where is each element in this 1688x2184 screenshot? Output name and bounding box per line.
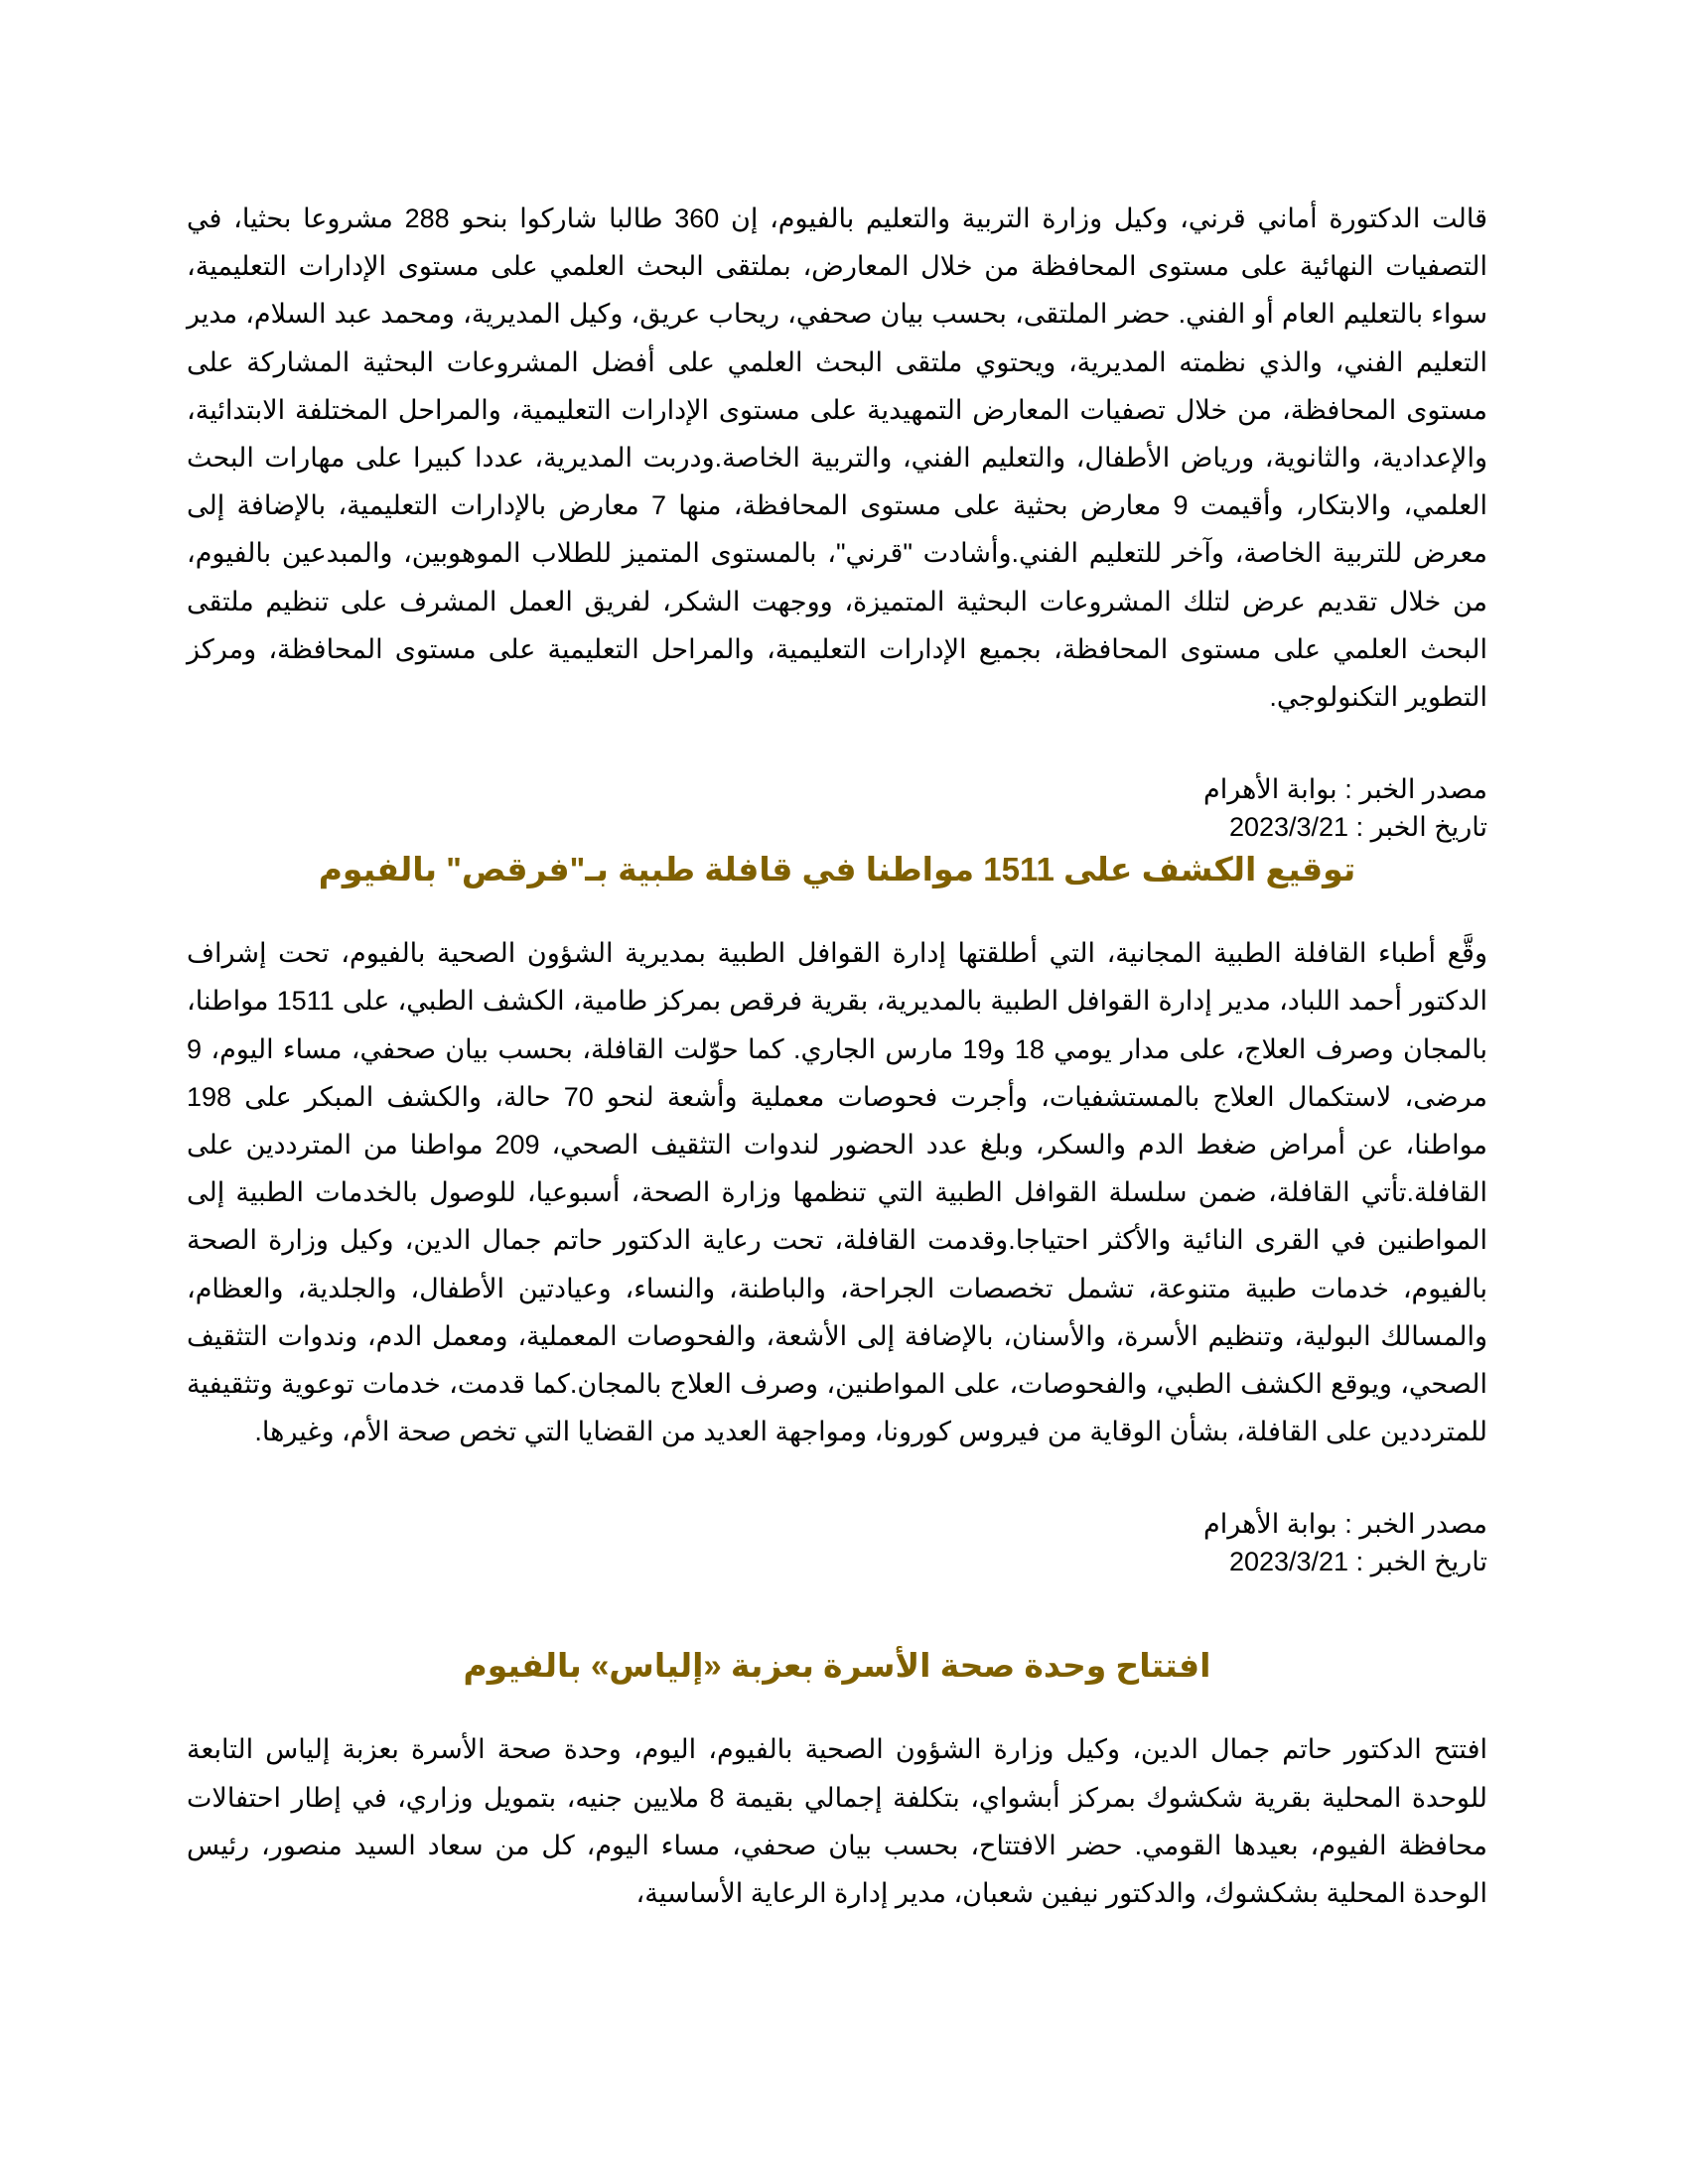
article-3: [187, 1642, 1487, 1917]
news-date-line: [187, 808, 1487, 846]
news-source-value: بوابة الأهرام: [1202, 1509, 1337, 1540]
article-headline: توقيع الكشف على 1511 مواطنا في قافلة طبية بـ"فرقص" بالفيوم: [318, 851, 1356, 888]
article-headline: افتتاح وحدة صحة الأسرة بعزبة «إلياس» بالفيوم: [463, 1647, 1211, 1685]
news-source-label: مصدر الخبر :: [1336, 1509, 1487, 1540]
news-source-line: [187, 770, 1487, 808]
news-date-line: [187, 1543, 1487, 1580]
news-source-label: مصدر الخبر :: [1336, 774, 1487, 805]
article-body: افتتح الدكتور حاتم جمال الدين، وكيل وزارة الشؤون الصحية بالفيوم، اليوم، وحدة صحة الأسرة بعزبة إلياس التابعة للوحدة المحلية بقرية شكشوك بمركز أبشواي، بتكلفة إجمالي بقيمة 8 ملايين جنيه، بتمويل وزاري، في إطار احتفالات محافظة الفيوم، بعيدها القومي. حضر الافتتاح، بحسب بيان صحفي، مساء اليوم، كل من سعاد السيد منصور، رئيس الوحدة المحلية بشكشوك، والدكتور نيفين شعبان، مدير إدارة الرعاية الأساسية،: [187, 1734, 1488, 1909]
article-body: وقَّع أطباء القافلة الطبية المجانية، التي أطلقتها إدارة القوافل الطبية بمديرية الشؤون الصحية بالفيوم، تحت إشراف الدكتور أحمد اللباد، مدير إدارة القوافل الطبية بالمديرية، بقرية فرقص بمركز طامية، الكشف الطبي، على 1511 مواطنا، بالمجان وصرف العلاج، على مدار يومي 18 و19 مارس الجاري. كما حوّلت القافلة، بحسب بيان صحفي، مساء اليوم، 9 مرضى، لاستكمال العلاج بالمستشفيات، وأجرت فحوصات معملية وأشعة لنحو 70 حالة، والكشف المبكر على 198 مواطنا، عن أمراض ضغط الدم والسكر، وبلغ عدد الحضور لندوات التثقيف الصحي، 209 مواطنا من المترددين على القافلة.تأتي القافلة، ضمن سلسلة القوافل الطبية التي تنظمها وزارة الصحة، أسبوعيا، للوصول بالخدمات الطبية إلى المواطنين في القرى النائية والأكثر احتياجا.وقدمت القافلة، تحت رعاية الدكتور حاتم جمال الدين، وكيل وزارة الصحة بالفيوم، خدمات طبية متنوعة، تشمل تخصصات الجراحة، والباطنة، والنساء، وعيادتين الأطفال، والجلدية، والعظام، والمسالك البولية، وتنظيم الأسرة، والأسنان، بالإضافة إلى الأشعة، والفحوصات المعملية، ومعمل الدم، وندوات التثقيف الصحي، ويوقع الكشف الطبي، والفحوصات، على المواطنين، وصرف العلاج بالمجان.كما قدمت، خدمات توعوية وتثقيفية للمترددين على القافلة، بشأن الوقاية من فيروس كورونا، ومواجهة العديد من القضايا التي تخص صحة الأم، وغيرها.: [187, 938, 1488, 1447]
news-date-label: تاريخ الخبر :: [1348, 1547, 1487, 1577]
news-date-label: تاريخ الخبر :: [1348, 812, 1487, 843]
article-body: قالت الدكتورة أماني قرني، وكيل وزارة التربية والتعليم بالفيوم، إن 360 طالبا شاركوا بنحو 288 مشروعا بحثيا، في التصفيات النهائية على مستوى المحافظة من خلال المعارض، بملتقى البحث العلمي على مستوى الإدارات التعليمية، سواء بالتعليم العام أو الفني. حضر الملتقى، بحسب بيان صحفي، ريحاب عريق، وكيل المديرية، ومحمد عبد السلام، مدير التعليم الفني، والذي نظمته المديرية، ويحتوي ملتقى البحث العلمي على أفضل المشروعات البحثية المشاركة على مستوى المحافظة، من خلال تصفيات المعارض التمهيدية على مستوى الإدارات التعليمية، والمراحل المختلفة الابتدائية، والإعدادية، والثانوية، ورياض الأطفال، والتعليم الفني، والتربية الخاصة.ودربت المديرية، عددا كبيرا على مهارات البحث العلمي، والابتكار، وأقيمت 9 معارض بحثية على مستوى المحافظة، منها 7 معارض بالإدارات التعليمية، بالإضافة إلى معرض للتربية الخاصة، وآخر للتعليم الفني.وأشادت "قرني"، بالمستوى المتميز للطلاب الموهوبين، والمبدعين بالفيوم، من خلال تقديم عرض لتلك المشروعات البحثية المتميزة، ووجهت الشكر، لفريق العمل المشرف على تنظيم ملتقى البحث العلمي على مستوى المحافظة، بجميع الإدارات التعليمية، والمراحل التعليمية على مستوى المحافظة، ومركز التطوير التكنولوجي.: [187, 204, 1487, 713]
news-date-value: 2023/3/21: [1228, 1547, 1349, 1577]
article-meta: [187, 770, 1487, 846]
article-2: [187, 846, 1487, 1580]
news-date-value: 2023/3/21: [1228, 812, 1349, 843]
article-1: [187, 195, 1487, 846]
document-page: [187, 195, 1487, 1917]
news-source-line: [187, 1505, 1487, 1543]
article-meta: [187, 1505, 1487, 1580]
news-source-value: بوابة الأهرام: [1202, 774, 1337, 805]
